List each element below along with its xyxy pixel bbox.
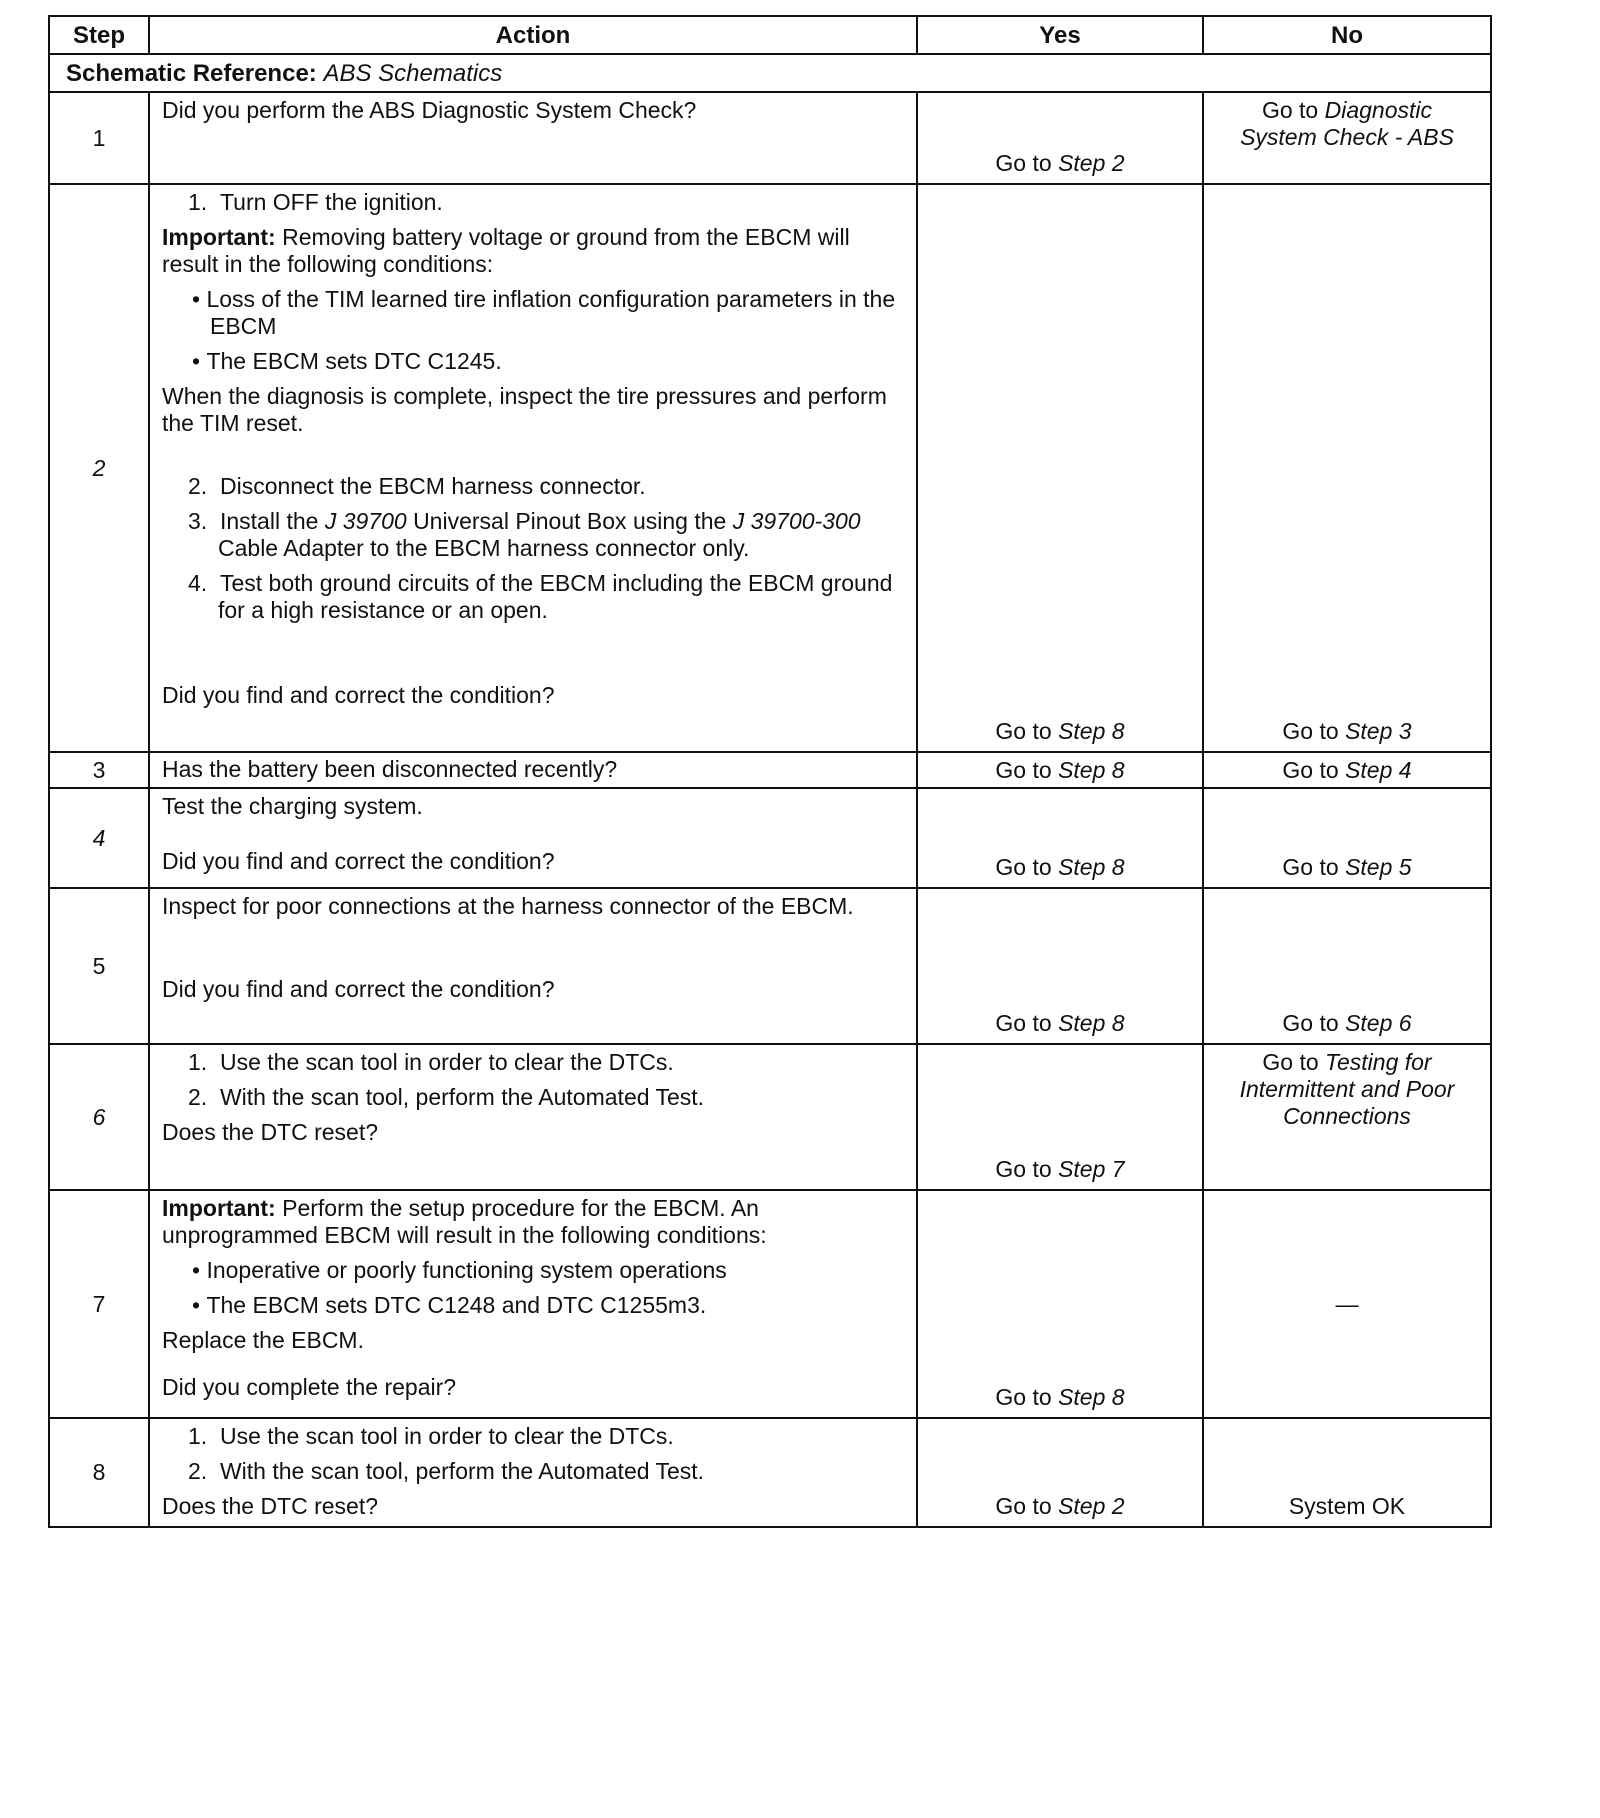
item-text: Turn OFF the ignition. <box>219 189 443 215</box>
yes-cell <box>917 92 1203 184</box>
bullet-icon: • <box>192 348 201 374</box>
no-target-link[interactable]: Intermittent and Poor <box>1239 1076 1455 1102</box>
list-item <box>162 508 902 562</box>
bullet-icon: • <box>192 286 201 312</box>
bullet-text: The EBCM sets DTC C1245. <box>206 348 502 374</box>
item-text: Install the <box>219 508 319 534</box>
step-number: 4 <box>49 788 149 888</box>
goto-text: Go to <box>1282 718 1339 744</box>
goto-text: Go to <box>995 1384 1052 1410</box>
action-cell <box>149 788 917 888</box>
note-text: When the diagnosis is complete, inspect the tire pressures and perform the TIM reset. <box>162 383 887 436</box>
action-cell <box>149 888 917 1044</box>
goto-text: Go to <box>1282 854 1339 880</box>
no-cell <box>1203 788 1491 888</box>
table-row <box>49 888 1491 1044</box>
no-cell: — <box>1203 1190 1491 1418</box>
yes-target-link[interactable]: Step 2 <box>1058 150 1125 176</box>
header-yes: Yes <box>917 16 1203 54</box>
item-text: With the scan tool, perform the Automated Test. <box>219 1084 705 1110</box>
bullet-text: Inoperative or poorly functioning system operations <box>206 1257 727 1283</box>
item-text: Test both ground circuits of the EBCM including the EBCM ground for a high resistance or an open. <box>218 570 893 623</box>
bullet-item <box>162 1257 902 1284</box>
item-number: 4. <box>188 570 208 596</box>
step-number: 6 <box>49 1044 149 1190</box>
goto-text: Go to <box>1282 756 1339 783</box>
goto-text: Go to <box>995 1156 1052 1182</box>
yes-cell <box>917 888 1203 1044</box>
list-item <box>162 1084 902 1111</box>
list-item <box>162 1423 902 1450</box>
no-target-link[interactable]: Step 4 <box>1345 756 1412 783</box>
step-number: 8 <box>49 1418 149 1527</box>
table-row <box>49 1418 1491 1527</box>
bullet-text: The EBCM sets DTC C1248 and DTC C1255m3. <box>206 1292 707 1318</box>
goto-text: Go to <box>1261 97 1319 123</box>
yes-cell <box>917 1044 1203 1190</box>
table-row <box>49 752 1491 788</box>
step-number: 7 <box>49 1190 149 1418</box>
goto-text: Go to <box>995 718 1052 744</box>
yes-cell <box>917 752 1203 788</box>
goto-text: Go to <box>995 150 1052 176</box>
yes-target-link[interactable]: Step 8 <box>1058 756 1125 783</box>
list-item <box>162 189 902 216</box>
step-number: 3 <box>49 752 149 788</box>
no-target-link[interactable]: Connections <box>1283 1103 1411 1129</box>
no-cell <box>1203 92 1491 184</box>
no-target-link[interactable]: System Check - ABS <box>1240 124 1454 150</box>
list-item <box>162 1049 902 1076</box>
important-text: Removing battery voltage or ground from the EBCM will result in the following conditions: <box>162 224 850 277</box>
tool-name: J 39700-300 <box>732 508 861 534</box>
yes-target-link[interactable]: Step 2 <box>1058 1493 1125 1519</box>
table-row <box>49 184 1491 752</box>
yes-target-link[interactable]: Step 8 <box>1058 854 1125 880</box>
list-item <box>162 1458 902 1485</box>
schematic-label: Schematic Reference: <box>66 59 317 87</box>
bullet-text: Loss of the TIM learned tire inflation configuration parameters in the EBCM <box>206 286 896 339</box>
no-target-link[interactable]: Testing for <box>1325 1049 1432 1075</box>
header-row <box>49 16 1491 54</box>
no-target-link[interactable]: Step 5 <box>1345 854 1412 880</box>
no-cell: System OK <box>1203 1418 1491 1527</box>
no-target-link[interactable]: Diagnostic <box>1324 97 1433 123</box>
action-cell <box>149 1418 917 1527</box>
goto-text: Go to <box>995 756 1052 783</box>
yes-target-link[interactable]: Step 7 <box>1058 1156 1125 1182</box>
item-number: 2. <box>188 473 208 499</box>
tool-name: J 39700 <box>324 508 407 534</box>
important-label: Important: <box>162 1195 276 1221</box>
item-number: 1. <box>188 1049 208 1075</box>
item-text: Use the scan tool in order to clear the DTCs. <box>219 1423 674 1449</box>
table-row <box>49 1190 1491 1418</box>
action-cell <box>149 1044 917 1190</box>
question-text: Does the DTC reset? <box>162 1493 379 1519</box>
question-text: Did you perform the ABS Diagnostic System Check? <box>162 97 697 123</box>
bullet-item <box>162 286 902 340</box>
yes-target-link[interactable]: Step 8 <box>1058 1384 1125 1410</box>
step-number: 1 <box>49 92 149 184</box>
goto-text: Go to <box>995 1010 1052 1036</box>
item-text: Universal Pinout Box using the <box>413 508 727 534</box>
header-no: No <box>1203 16 1491 54</box>
item-text: Cable Adapter to the EBCM harness connector only. <box>218 535 750 561</box>
goto-text: Go to <box>995 854 1052 880</box>
header-step: Step <box>49 16 149 54</box>
bullet-item <box>162 348 902 375</box>
list-item <box>162 473 902 500</box>
yes-cell <box>917 1190 1203 1418</box>
question-text: Has the battery been disconnected recently? <box>162 756 618 782</box>
table-row <box>49 788 1491 888</box>
no-target-link[interactable]: Step 6 <box>1345 1010 1412 1036</box>
action-cell <box>149 184 917 752</box>
goto-text: Go to <box>1262 1049 1319 1075</box>
table-row <box>49 1044 1491 1190</box>
important-text: Perform the setup procedure for the EBCM. An unprogrammed EBCM will result in the following conditions: <box>162 1195 767 1248</box>
no-cell <box>1203 184 1491 752</box>
important-note <box>162 1195 902 1249</box>
diagnostic-table <box>48 15 1492 1528</box>
question-text: Did you find and correct the condition? <box>162 848 555 874</box>
yes-cell <box>917 184 1203 752</box>
item-number: 1. <box>188 1423 208 1449</box>
important-label: Important: <box>162 224 276 250</box>
action-cell <box>149 92 917 184</box>
schematic-link[interactable]: ABS Schematics <box>323 59 503 87</box>
question-text: Did you find and correct the condition? <box>162 682 555 708</box>
item-text: Disconnect the EBCM harness connector. <box>219 473 646 499</box>
goto-text: Go to <box>995 1493 1052 1519</box>
item-number: 1. <box>188 189 208 215</box>
bullet-icon: • <box>192 1292 201 1318</box>
item-number: 2. <box>188 1084 208 1110</box>
item-text: Use the scan tool in order to clear the DTCs. <box>219 1049 674 1075</box>
schematic-reference <box>49 54 1491 92</box>
yes-target-link[interactable]: Step 8 <box>1058 718 1125 744</box>
header-action: Action <box>149 16 917 54</box>
important-note <box>162 224 902 278</box>
schematic-row <box>49 54 1491 92</box>
list-item <box>162 570 902 624</box>
no-cell <box>1203 752 1491 788</box>
yes-cell <box>917 788 1203 888</box>
step-number: 5 <box>49 888 149 1044</box>
yes-cell <box>917 1418 1203 1527</box>
yes-target-link[interactable]: Step 8 <box>1058 1010 1125 1036</box>
action-cell <box>149 1190 917 1418</box>
action-text: Test the charging system. <box>162 793 423 819</box>
step-number: 2 <box>49 184 149 752</box>
goto-text: Go to <box>1282 1010 1339 1036</box>
action-cell <box>149 752 917 788</box>
table-row <box>49 92 1491 184</box>
no-target-link[interactable]: Step 3 <box>1345 718 1412 744</box>
item-number: 3. <box>188 508 208 534</box>
no-cell <box>1203 1044 1491 1190</box>
no-cell <box>1203 888 1491 1044</box>
bullet-item <box>162 1292 902 1319</box>
action-text: Replace the EBCM. <box>162 1327 364 1353</box>
question-text: Did you complete the repair? <box>162 1374 457 1400</box>
question-text: Did you find and correct the condition? <box>162 976 555 1002</box>
question-text: Does the DTC reset? <box>162 1119 379 1145</box>
item-text: With the scan tool, perform the Automated Test. <box>219 1458 705 1484</box>
action-text: Inspect for poor connections at the harness connector of the EBCM. <box>162 893 854 919</box>
bullet-icon: • <box>192 1257 201 1283</box>
item-number: 2. <box>188 1458 208 1484</box>
